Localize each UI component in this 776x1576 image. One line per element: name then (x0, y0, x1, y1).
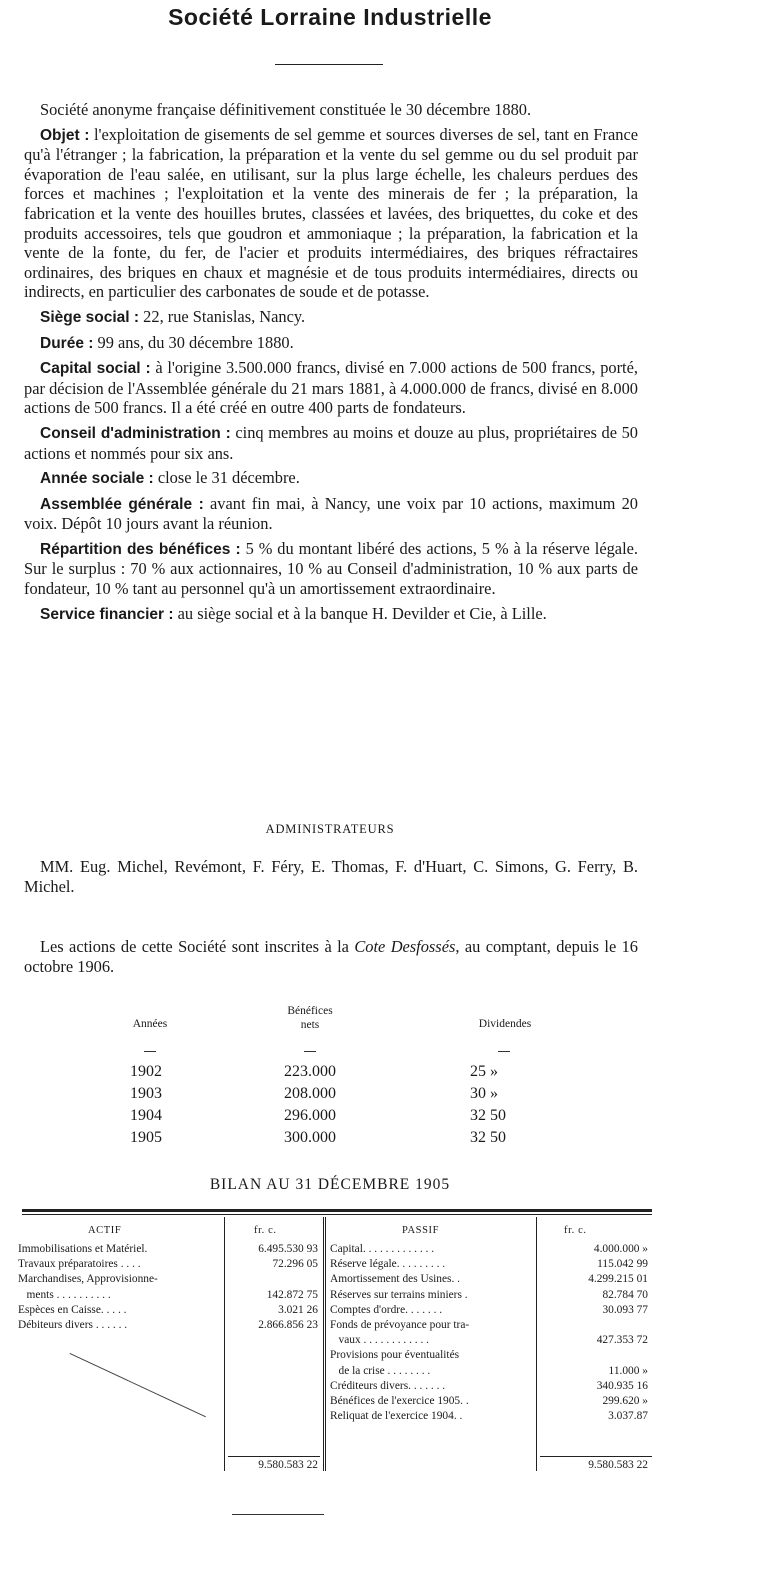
cell-year: 1904 (130, 1107, 162, 1124)
company-description (24, 100, 638, 629)
section-label: Capital social : (40, 360, 151, 378)
intro-paragraph: Société anonyme française définitivement constituée le 30 décembre 1880. (40, 100, 532, 119)
page-title: Société Lorraine Industrielle (168, 4, 492, 30)
passif-amount: 299.620 » (602, 1395, 648, 1407)
cell-profit: 223.000 (284, 1063, 336, 1080)
col-header-profit-2: nets (300, 1019, 320, 1031)
col-header-dividend: Dividendes (478, 1018, 532, 1030)
actif-total: 9.580.583 22 (258, 1459, 318, 1471)
section-paragraph (24, 358, 638, 418)
passif-label: Créditeurs divers. . . . . . . (330, 1379, 446, 1392)
section-paragraph (24, 423, 638, 463)
cote-before: Les actions de cette Société sont inscrites à la (40, 937, 355, 956)
table-row (100, 1063, 580, 1085)
actif-label: ments . . . . . . . . . . (18, 1288, 111, 1301)
cell-year: 1905 (130, 1129, 162, 1146)
dividends-table (100, 1003, 580, 1151)
actif-amount: 6.495.530 93 (258, 1243, 318, 1255)
actif-header: ACTIF (88, 1225, 122, 1236)
passif-label: Provisions pour éventualités (330, 1349, 460, 1362)
col-header-year: Années (132, 1018, 168, 1030)
bilan-top-rule (22, 1209, 652, 1212)
passif-amount: 427.353 72 (596, 1334, 648, 1347)
section-label: Objet : (40, 126, 90, 144)
section-text: à l'origine 3.500.000 francs, divisé en 7.000 actions de 500 francs, porté, par décision de l'Assemblée générale du 21 mars 1881, à 4.000.000 de francs, divisé en 8.000 actions de 500 francs. Il a été créé en outre 400 parts de fondateurs. (24, 358, 638, 418)
passif-label: Réserve légale. . . . . . . . . (330, 1258, 446, 1271)
administrators-heading: ADMINISTRATEURS (265, 822, 395, 836)
passif-amount: 30.093 77 (602, 1303, 648, 1316)
section-paragraph (24, 604, 638, 625)
passif-label: vaux . . . . . . . . . . . . (330, 1334, 430, 1347)
section-label: Conseil d'administration : (40, 424, 231, 442)
passif-header: PASSIF (402, 1225, 440, 1236)
actif-label: Marchandises, Approvisionne- (18, 1273, 158, 1286)
passif-amount: 4.299.215 01 (588, 1273, 648, 1286)
cell-dividend: 25 » (470, 1063, 498, 1080)
administrators-list: MM. Eug. Michel, Revémont, F. Féry, E. Thomas, F. d'Huart, C. Simons, G. Ferry, B. Michel. (24, 857, 638, 896)
passif-unit-header: fr. c. (564, 1225, 587, 1236)
section-paragraph (24, 333, 638, 354)
passif-label: Amortissement des Usines. . (330, 1273, 461, 1286)
actif-label: Immobilisations et Matériel. (18, 1243, 148, 1255)
table-row (100, 1085, 580, 1107)
section-text: 22, rue Stanislas, Nancy. (139, 306, 306, 326)
section-label: Année sociale : (40, 470, 154, 488)
passif-label: Fonds de prévoyance pour tra- (330, 1319, 470, 1331)
passif-total: 9.580.583 22 (588, 1459, 648, 1471)
section-text: cinq membres au moins et douze au plus, propriétaires de 50 actions et nommés pour six ans. (24, 422, 639, 463)
cote-italic: Cote Desfossés (354, 937, 456, 956)
section-text: close le 31 décembre. (153, 468, 300, 488)
passif-amount: 82.784 70 (602, 1288, 648, 1301)
actif-amount: 3.021 26 (278, 1303, 318, 1316)
end-rule (232, 1514, 324, 1515)
cell-year: 1903 (130, 1085, 162, 1102)
bilan-col-divider (224, 1217, 225, 1471)
table-row (100, 1129, 580, 1151)
section-text: l'exploitation de gisements de sel gemme et sources diverses de sel, tant en France qu'à l'étranger ; la fabrication, la préparation et la vente du sel gemme ou du sel produit par évaporation de l'eau salée, en utilisant, sur la plus large échelle, les chaleurs perdues des forces et machines ; l'exploitation et la vente des minerais de fer ; la préparation, la fabrication et la vente des houilles brutes, classées et lavées, des briquettes, du coke et des produits accessoires, tels que goudron et ammoniaque ; la préparation, la fabrication et la vente de la fonte, du fer, de l'acier et produits intermédiaires, des briques réfractaires ordinaires, des briques en chaux et magnésie et de tous produits intermédiaires, directs ou indirects, en particulier des carbonates de soude et de potasse. (24, 124, 638, 302)
col-header-profit-1: Bénéfices (287, 1005, 333, 1017)
dividends-rows (100, 1063, 580, 1151)
cell-year: 1902 (130, 1063, 162, 1080)
passif-total-rule (540, 1456, 652, 1457)
actif-total-rule (228, 1456, 320, 1457)
passif-label: Réserves sur terrains miniers . (330, 1288, 468, 1301)
dash (144, 1051, 156, 1052)
dash (304, 1051, 316, 1052)
table-row (100, 1107, 580, 1129)
passif-amount: 11.000 » (608, 1364, 648, 1377)
cote-after: , au comptant, depuis le 16 octobre 1906. (24, 937, 638, 976)
dividends-dashes (100, 1049, 580, 1063)
cote-block (24, 937, 638, 981)
actif-label: Débiteurs divers . . . . . . (18, 1319, 128, 1331)
cote-paragraph (24, 937, 638, 976)
dividends-header (100, 1003, 580, 1049)
administrators-block (24, 857, 638, 901)
passif-amount: 115.042 99 (597, 1258, 648, 1271)
passif-label: Comptes d'ordre. . . . . . . (330, 1303, 443, 1316)
balance-sheet (18, 1209, 652, 1471)
section-text: avant fin mai, à Nancy, une voix par 10 actions, maximum 20 voix. Dépôt 10 jours avant la réunion. (24, 493, 639, 534)
section-label: Assemblée générale : (40, 495, 204, 513)
passif-label: Bénéfices de l'exercice 1905. . (330, 1395, 469, 1407)
section-label: Répartition des bénéfices : (40, 540, 241, 558)
sections-list (24, 125, 638, 625)
cell-profit: 300.000 (284, 1129, 336, 1146)
actif-amount: 2.866.856 23 (258, 1319, 318, 1331)
section-paragraph (24, 125, 638, 302)
section-label: Service financier : (40, 605, 174, 623)
passif-label: Reliquat de l'exercice 1904. . (330, 1410, 463, 1423)
actif-label: Espèces en Caisse. . . . . (18, 1303, 127, 1316)
section-text: 5 % du montant libéré des actions, 5 % à la réserve légale. Sur le surplus : 70 % aux actionnaires, 10 % au Conseil d'administration, 10 % aux parts de fondateur, 10 % tant au personnel qu'à un amortissement extraordinaire. (24, 538, 639, 599)
cell-dividend: 32 50 (470, 1129, 506, 1146)
section-paragraph (24, 539, 638, 599)
section-label: Siège social : (40, 308, 140, 326)
bilan-top-rule-thin (22, 1214, 652, 1215)
section-paragraph (24, 494, 638, 534)
cell-dividend: 30 » (470, 1085, 498, 1102)
passif-amount: 340.935 16 (596, 1379, 648, 1392)
bilan-title: BILAN AU 31 DÉCEMBRE 1905 (209, 1176, 451, 1193)
passif-amount: 4.000.000 » (593, 1243, 648, 1255)
cell-profit: 208.000 (284, 1085, 336, 1102)
section-paragraph (24, 307, 638, 328)
section-label: Durée : (40, 334, 94, 352)
dash (498, 1051, 510, 1052)
actif-amount: 142.872 75 (266, 1288, 318, 1301)
cell-profit: 296.000 (284, 1107, 336, 1124)
section-paragraph (24, 468, 638, 489)
passif-label: Capital. . . . . . . . . . . . . (330, 1243, 435, 1255)
section-text: au siège social et à la banque H. Devilder et Cie, à Lille. (173, 603, 547, 623)
bilan-col-divider (536, 1217, 537, 1471)
actif-unit-header: fr. c. (254, 1225, 277, 1236)
cell-dividend: 32 50 (470, 1107, 506, 1124)
bilan-center-divider (323, 1217, 326, 1471)
passif-label: de la crise . . . . . . . . (330, 1364, 431, 1377)
section-text: 99 ans, du 30 décembre 1880. (93, 332, 294, 352)
passif-amount: 3.037.87 (608, 1410, 648, 1423)
title-rule (275, 64, 383, 65)
actif-amount: 72.296 05 (272, 1258, 318, 1271)
actif-label: Travaux préparatoires . . . . (18, 1258, 141, 1271)
